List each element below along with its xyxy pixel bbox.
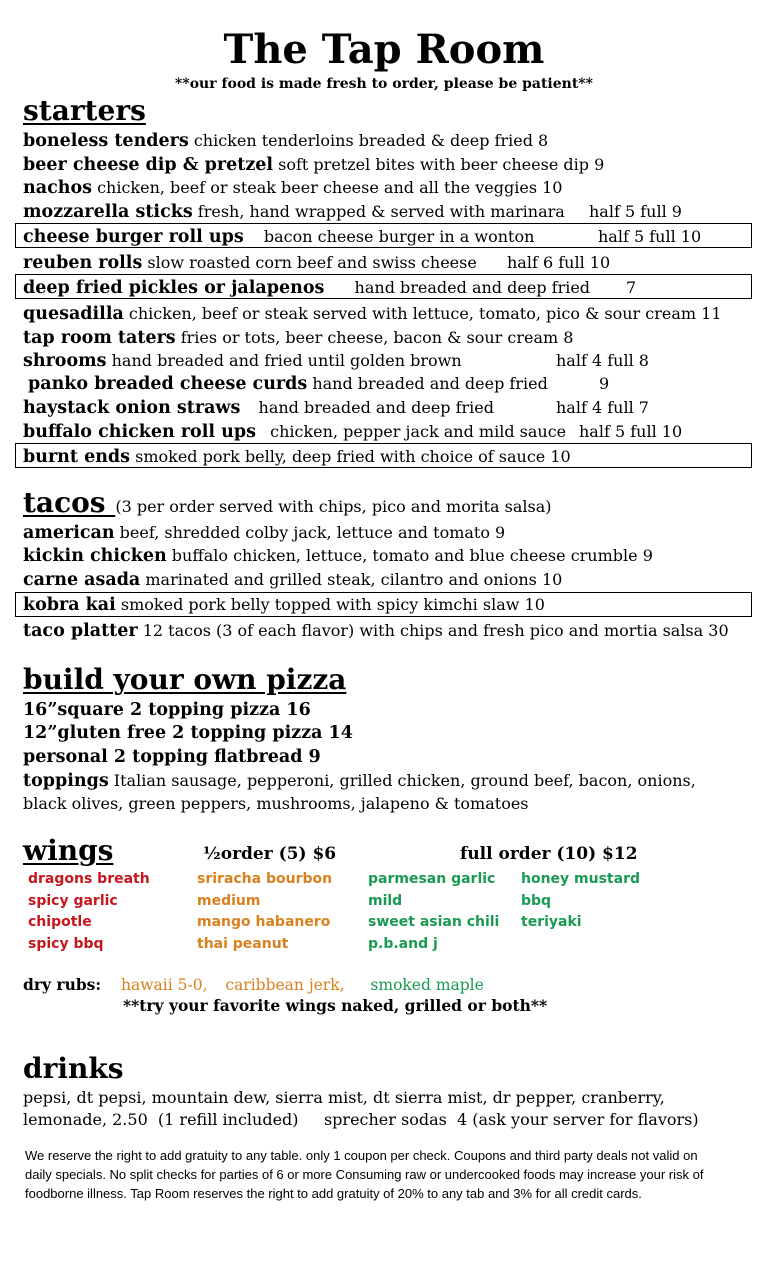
- item-price: half 5 full 10: [598, 227, 702, 246]
- item-name: haystack onion straws: [23, 398, 241, 418]
- dry-rub-item: caribbean jerk,: [225, 976, 345, 994]
- flavor-item: bbq: [521, 892, 552, 909]
- tacos-note: (3 per order served with chips, pico and morita salsa): [115, 497, 552, 516]
- flavor-item: p.b.and j: [368, 935, 438, 952]
- menu-item: [23, 594, 545, 616]
- menu-item: [23, 397, 494, 419]
- tacos-heading: tacos: [23, 486, 106, 519]
- item-desc: 12 tacos (3 of each flavor) with chips and fresh pico and mortia salsa 30: [142, 621, 729, 640]
- dry-rubs: dry rubs: hawaii 5-0, caribbean jerk, smoked maple: [23, 975, 484, 994]
- item-name: buffalo chicken roll ups: [23, 422, 256, 442]
- item-desc: bacon cheese burger in a wonton: [263, 227, 535, 246]
- item-price: half 6 full 10: [507, 253, 611, 272]
- menu-item: [23, 522, 505, 544]
- item-name: taco platter: [23, 621, 138, 641]
- item-desc: hand breaded and deep fried: [258, 398, 495, 417]
- wings-flavors-col4: [521, 869, 640, 934]
- pizza-heading: build your own pizza: [23, 663, 347, 696]
- item-desc: fresh, hand wrapped & served with marinara: [197, 202, 565, 221]
- item-name: burnt ends: [23, 447, 131, 467]
- toppings-line2: black olives, green peppers, mushrooms, jalapeno & tomatoes: [23, 794, 529, 813]
- item-name: tap room taters: [23, 328, 176, 348]
- item-name: american: [23, 523, 115, 543]
- flavor-item: spicy garlic: [28, 892, 118, 909]
- item-name: deep fried pickles or jalapenos: [23, 278, 325, 298]
- menu-item: [23, 277, 590, 299]
- menu-item: [23, 177, 562, 199]
- wings-flavors-col2: [197, 869, 332, 955]
- menu-item: [23, 421, 566, 443]
- flavor-item: medium: [197, 892, 261, 909]
- menu-item: [23, 252, 477, 274]
- drinks-heading: drinks: [23, 1052, 124, 1085]
- item-name: carne asada: [23, 570, 141, 590]
- pizza-item: personal 2 topping flatbread 9: [23, 747, 321, 767]
- item-desc: chicken, beef or steak served with lettuce, tomato, pico & sour cream 11: [128, 304, 722, 323]
- flavor-item: parmesan garlic: [368, 871, 496, 887]
- menu-item: [23, 201, 682, 223]
- menu-item: [23, 130, 548, 152]
- item-name: panko breaded cheese curds: [28, 374, 308, 394]
- item-price: 9: [599, 374, 610, 393]
- pizza-item: 12”gluten free 2 topping pizza 14: [23, 723, 353, 743]
- flavor-item: dragons breath: [28, 871, 150, 887]
- wings-flavors-col3: [368, 869, 499, 955]
- menu-item: [28, 373, 548, 395]
- item-desc: hand breaded and fried until golden brown: [111, 351, 462, 370]
- footer-disclaimer: We reserve the right to add gratuity to any table. only 1 coupon per check. Coupons and third party deals not valid on daily specials. No split checks for parties of 6 or more Consuming raw or undercooked foods may increase your risk of foodborne illness. Tap Room reserves the right to add gratuity of 20% to any tab and 3% for all credit cards.: [25, 1148, 704, 1201]
- menu-item: [23, 303, 722, 325]
- item-desc: chicken, beef or steak beer cheese and all the veggies 10: [97, 178, 563, 197]
- page-subtitle: **our food is made fresh to order, please be patient**: [175, 76, 593, 92]
- item-desc: chicken, pepper jack and mild sauce: [270, 422, 567, 441]
- menu-item: [23, 446, 571, 468]
- flavor-item: chipotle: [28, 914, 92, 930]
- dry-rubs-label: dry rubs: [23, 975, 96, 994]
- item-desc: smoked pork belly topped with spicy kimchi slaw 10: [120, 595, 545, 614]
- item-desc: beef, shredded colby jack, lettuce and tomato 9: [119, 523, 506, 542]
- item-name: boneless tenders: [23, 131, 189, 151]
- menu-item: [23, 545, 653, 567]
- flavor-item: teriyaki: [521, 914, 582, 930]
- item-desc: buffalo chicken, lettuce, tomato and blue cheese crumble 9: [171, 546, 653, 565]
- wings-tip: **try your favorite wings naked, grilled or both**: [123, 996, 548, 1015]
- item-name: reuben rolls: [23, 253, 143, 273]
- drinks-list: [23, 1087, 753, 1131]
- item-price: half 5 full 9: [588, 202, 682, 221]
- item-name: shrooms: [23, 351, 107, 371]
- item-price: half 5 full 10: [579, 422, 683, 441]
- item-desc: slow roasted corn beef and swiss cheese: [147, 253, 477, 272]
- menu-item: [23, 620, 729, 642]
- item-name: kobra kai: [23, 595, 116, 615]
- item-name: cheese burger roll ups: [23, 227, 244, 247]
- item-desc: hand breaded and deep fried: [354, 278, 591, 297]
- item-name: mozzarella sticks: [23, 202, 193, 222]
- flavor-item: mild: [368, 892, 403, 909]
- flavor-item: honey mustard: [521, 871, 640, 887]
- item-desc: hand breaded and deep fried: [312, 374, 548, 393]
- flavor-item: mango habanero: [197, 914, 331, 930]
- menu-item: [23, 327, 573, 349]
- item-price: half 4 full 7: [556, 398, 649, 417]
- starters-heading: starters: [23, 94, 146, 127]
- wings-full-order: full order (10) $12: [460, 844, 638, 864]
- menu-item: [23, 154, 604, 176]
- item-price: half 4 full 8: [556, 351, 649, 370]
- item-desc: smoked pork belly, deep fried with choice of sauce 10: [135, 447, 571, 466]
- flavor-item: sriracha bourbon: [197, 871, 333, 887]
- item-desc: marinated and grilled steak, cilantro and onions 10: [145, 570, 563, 589]
- item-desc: chicken tenderloins breaded & deep fried 8: [193, 131, 549, 150]
- item-name: beer cheese dip & pretzel: [23, 155, 274, 175]
- wings-heading: wings: [23, 834, 114, 867]
- tacos-heading-row: [23, 486, 552, 524]
- menu-item: [23, 569, 562, 591]
- item-price: 7: [626, 278, 637, 297]
- menu-item: [23, 226, 534, 248]
- item-name: kickin chicken: [23, 546, 167, 566]
- flavor-item: spicy bbq: [28, 935, 104, 952]
- pizza-item: 16”square 2 topping pizza 16: [23, 700, 311, 720]
- dry-rub-item: hawaii 5-0,: [121, 976, 208, 994]
- menu-item: [23, 350, 462, 372]
- page-title: The Tap Room: [223, 26, 545, 73]
- drinks-line1: pepsi, dt pepsi, mountain dew, sierra mist, dt sierra mist, dr pepper, cranberry,: [23, 1088, 665, 1107]
- flavor-item: thai peanut: [197, 935, 289, 952]
- item-name: nachos: [23, 178, 92, 198]
- flavor-item: sweet asian chili: [368, 914, 500, 930]
- toppings-label: toppings: [23, 771, 109, 791]
- pizza-toppings: [23, 770, 696, 792]
- item-desc: soft pretzel bites with beer cheese dip 9: [278, 155, 605, 174]
- wings-half-order: ½order (5) $6: [203, 844, 337, 864]
- item-desc: fries or tots, beer cheese, bacon & sour cream 8: [180, 328, 574, 347]
- dry-rub-item: smoked maple: [370, 976, 484, 994]
- wings-flavors-col1: [28, 869, 150, 955]
- drinks-line2: lemonade, 2.50 (1 refill included) sprecher sodas 4 (ask your server for flavors): [23, 1110, 699, 1129]
- item-name: quesadilla: [23, 304, 124, 324]
- toppings-line1: Italian sausage, pepperoni, grilled chicken, ground beef, bacon, onions,: [113, 771, 696, 790]
